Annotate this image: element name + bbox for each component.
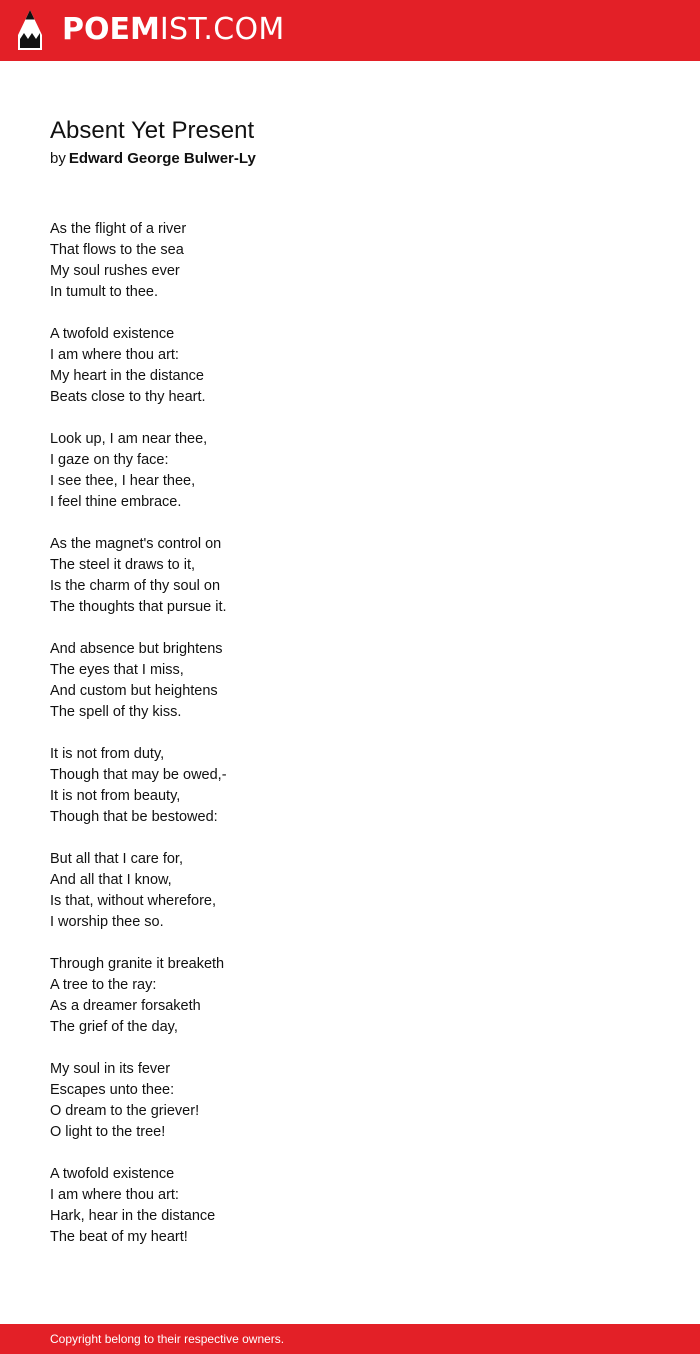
poem-line: Though that be bestowed: [50,809,218,825]
logo-text-light: IST.COM [159,12,285,47]
stanza [50,219,650,303]
poem-line: Though that may be owed,- [50,767,227,783]
stanza [50,1059,650,1143]
stanza [50,639,650,723]
copyright-notice: Copyright belong to their respective owners. [50,1332,285,1346]
poem-line: O dream to the griever! [50,1103,200,1119]
poem-line: As the flight of a river [50,221,187,237]
poem-line: Hark, hear in the distance [50,1208,216,1224]
poem-line: In tumult to thee. [50,284,159,300]
poem-line: I feel thine embrace. [50,494,182,510]
poem-line: I gaze on thy face: [50,452,169,468]
poem-line: Through granite it breaketh [50,956,225,972]
poem-line: And absence but brightens [50,641,223,657]
poem-line: My heart in the distance [50,368,204,384]
stanza [50,324,650,408]
poem-line: It is not from beauty, [50,788,181,804]
stanza [50,954,650,1038]
poem-line: And all that I know, [50,872,172,888]
logo-text-bold: POEM [62,12,160,47]
poem-line: A twofold existence [50,326,175,342]
site-header [0,0,700,61]
poem-line: The eyes that I miss, [50,662,184,678]
poem-line: A twofold existence [50,1166,175,1182]
site-footer [0,1324,700,1354]
stanza [50,429,650,513]
stanza [50,534,650,618]
poem-line: Escapes unto thee: [50,1082,175,1098]
poem-line: O light to the tree! [50,1124,166,1140]
stanza [50,1164,650,1248]
poem-line: Look up, I am near thee, [50,431,208,447]
poem-line: I worship thee so. [50,914,164,930]
poem-line: The thoughts that pursue it. [50,599,227,615]
poem-line: That flows to the sea [50,242,184,258]
pencil-tip-icon[interactable] [17,9,43,51]
poem-line: A tree to the ray: [50,977,157,993]
poem-line: Beats close to thy heart. [50,389,206,405]
stanza [50,744,650,828]
poem-line: I am where thou art: [50,1187,179,1203]
by-label: by [50,150,66,167]
poem-line: It is not from duty, [50,746,165,762]
poem-line: As a dreamer forsaketh [50,998,201,1014]
byline [50,148,256,170]
poem-line: And custom but heightens [50,683,218,699]
poem-line: The steel it draws to it, [50,557,196,573]
poem-line: The spell of thy kiss. [50,704,182,720]
poem-line: The beat of my heart! [50,1229,188,1245]
poem-body [50,219,650,1269]
poem-line: As the magnet's control on [50,536,222,552]
stanza [50,849,650,933]
site-logo[interactable] [62,13,285,47]
poem-line: I see thee, I hear thee, [50,473,196,489]
poem-line: My soul rushes ever [50,263,180,279]
poem-line: I am where thou art: [50,347,179,363]
poem-title: Absent Yet Present [50,117,255,144]
poem-line: Is the charm of thy soul on [50,578,221,594]
poem-line: But all that I care for, [50,851,183,867]
poem-line: The grief of the day, [50,1019,178,1035]
author-name: Edward George Bulwer-Ly [68,150,256,167]
poem-line: Is that, without wherefore, [50,893,217,909]
poem-line: My soul in its fever [50,1061,171,1077]
